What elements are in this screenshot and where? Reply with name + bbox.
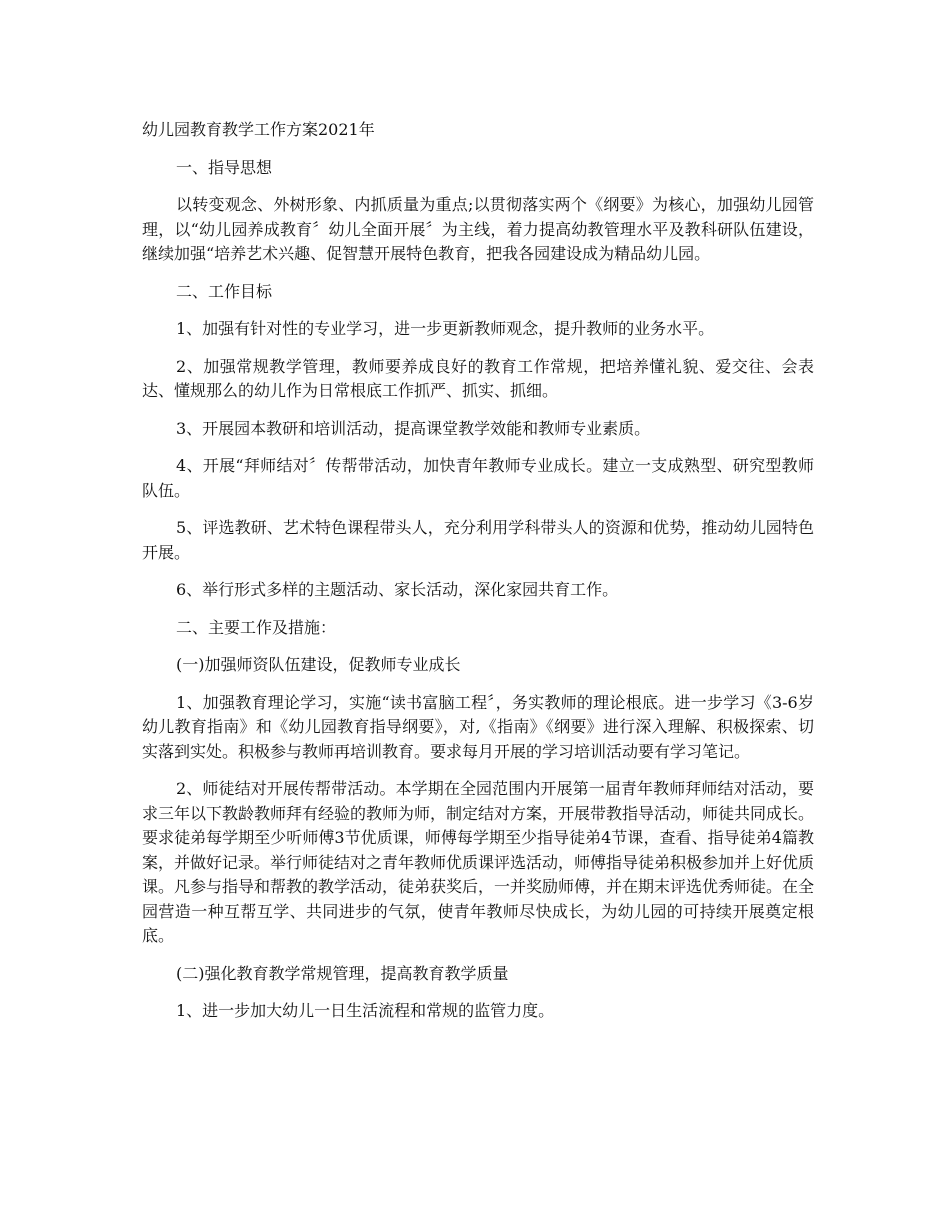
measure-item-2: 2、师徒结对开展传帮带活动。本学期在全园范围内开展第一届青年教师拜师结对活动，要求三年以下教龄教师拜有经验的教师为师，制定结对方案，开展带教指导活动，师徒共同成长。要求徒弟每学期至少听师傅3节优质课，师傅每学期至少指导徒弟4节课，查看、指导徒弟4篇教案，并做好记录。举行师徒结对之青年教师优质课评选活动，师傅指导徒弟积极参加并上好优质课。凡参与指导和帮教的教学活动，徒弟获奖后，一并奖励师傅，并在期末评选优秀师徒。在全园营造一种互帮互学、共同进步的气氛，使青年教师尽快成长，为幼儿园的可持续开展奠定根底。 — [142, 779, 815, 945]
heading-work-goals: 二、工作目标 — [176, 281, 273, 301]
goal-item-5: 5、评选教研、艺术特色课程带头人，充分利用学科带头人的资源和优势，推动幼儿园特色开展。 — [142, 518, 814, 562]
document-title: 幼儿园教育教学工作方案2021年 — [142, 120, 375, 139]
goal-item-4: 4、开展“拜师结对〞传帮带活动，加快青年教师专业成长。建立一支成熟型、研究型教师队伍。 — [142, 456, 814, 500]
goal-item-2: 2、加强常规教学管理，教师要养成良好的教育工作常规，把培养懂礼貌、爱交往、会表达、懂规那么的幼儿作为日常根底工作抓严、抓实、抓细。 — [142, 356, 814, 400]
document-page — [142, 118, 814, 1037]
subheading-teaching-management: (二)强化教育教学常规管理，提高教育教学质量 — [176, 963, 509, 983]
measure-item-1: 1、加强教育理论学习，实施“读书富脑工程〞，务实教师的理论根底。进一步学习《3-6岁幼儿教育指南》和《幼儿园教育指导纲要》，对,《指南》《纲要》进行深入理解、积极探索、切实落到实处。积极参与教师再培训教育。要求每月开展的学习培训活动要有学习笔记。 — [142, 692, 814, 761]
heading-guiding-ideology: 一、指导思想 — [176, 157, 273, 177]
management-item-1: 1、进一步加大幼儿一日生活流程和常规的监管力度。 — [176, 1001, 555, 1020]
subheading-teacher-team: (一)加强师资队伍建设，促教师专业成长 — [176, 655, 461, 674]
goal-item-6: 6、举行形式多样的主题活动、家长活动，深化家园共育工作。 — [176, 580, 619, 599]
goal-item-1: 1、加强有针对性的专业学习，进一步更新教师观念，提升教师的业务水平。 — [176, 319, 715, 338]
goal-item-3: 3、开展园本教研和培训活动，提高课堂教学效能和教师专业素质。 — [176, 418, 651, 438]
paragraph-guiding-ideology: 以转变观念、外树形象、内抓质量为重点;以贯彻落实两个《纲要》为核心，加强幼儿园管理，以“幼儿园养成教育〞幼儿全面开展〞为主线，着力提高幼教管理水平及教科研队伍建设，继续加强“培养艺术兴趣、促智慧开展特色教育，把我各园建设成为精品幼儿园。 — [142, 195, 814, 263]
heading-main-work: 二、主要工作及措施： — [176, 617, 337, 637]
